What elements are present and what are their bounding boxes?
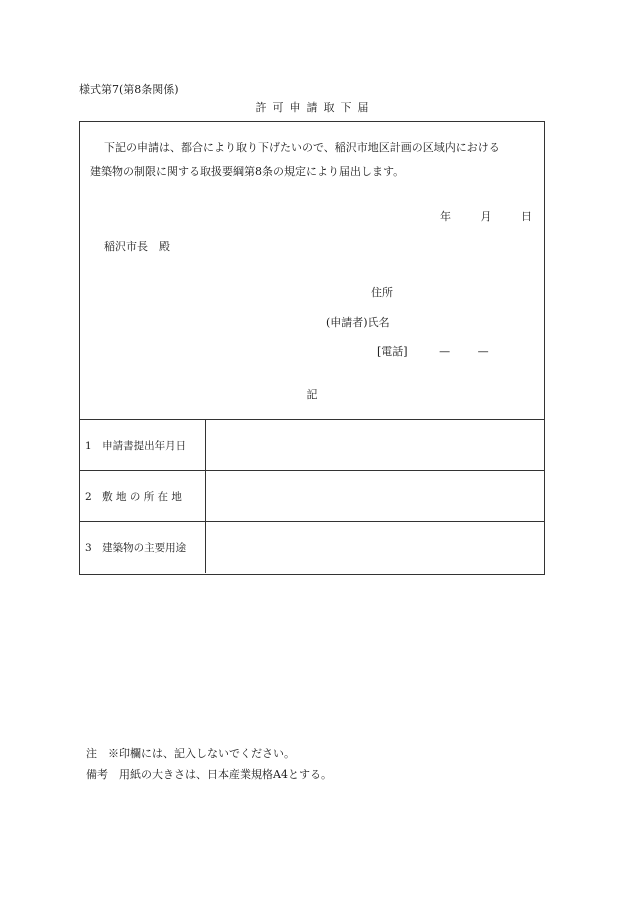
intro-line-1: 下記の申請は、都合により取り下げたいので、稲沢市地区計画の区域内における	[104, 141, 500, 154]
form-box	[79, 121, 545, 575]
row-label: 3 建築物の主要用途	[79, 522, 205, 573]
table-row	[79, 471, 545, 522]
intro-line-2: 建築物の制限に関する取扱要綱第8条の規定により届出します。	[90, 165, 405, 178]
remarks-line: 備考 用紙の大きさは、日本産業規格A4とする。	[86, 768, 332, 781]
date-day-label: 日	[521, 210, 532, 223]
phone-separator: —	[439, 345, 451, 358]
row-label: 1 申請書提出年月日	[79, 420, 205, 471]
applicant-name-label: (申請者)氏名	[326, 316, 390, 329]
application-date-field[interactable]	[205, 420, 545, 471]
ki-label: 記	[306, 388, 318, 401]
phone-label: [電話]	[377, 345, 408, 358]
phone-separator: —	[477, 345, 489, 358]
site-location-field[interactable]	[205, 471, 545, 522]
date-line	[440, 208, 532, 224]
form-number: 様式第7(第8条関係)	[79, 83, 179, 96]
addressee: 稲沢市長 殿	[104, 240, 170, 253]
phone-line	[377, 343, 489, 359]
table-row	[79, 420, 545, 471]
address-label: 住所	[371, 286, 393, 299]
document-title: 許可申請取下届	[255, 101, 375, 114]
date-year-label: 年	[440, 210, 451, 223]
date-month-label: 月	[480, 210, 492, 223]
detail-table	[79, 419, 545, 573]
note-line: 注 ※印欄には、記入しないでください。	[86, 747, 295, 760]
building-use-field[interactable]	[205, 522, 545, 573]
table-row	[79, 522, 545, 573]
row-label: 2 敷 地 の 所 在 地	[79, 471, 205, 522]
